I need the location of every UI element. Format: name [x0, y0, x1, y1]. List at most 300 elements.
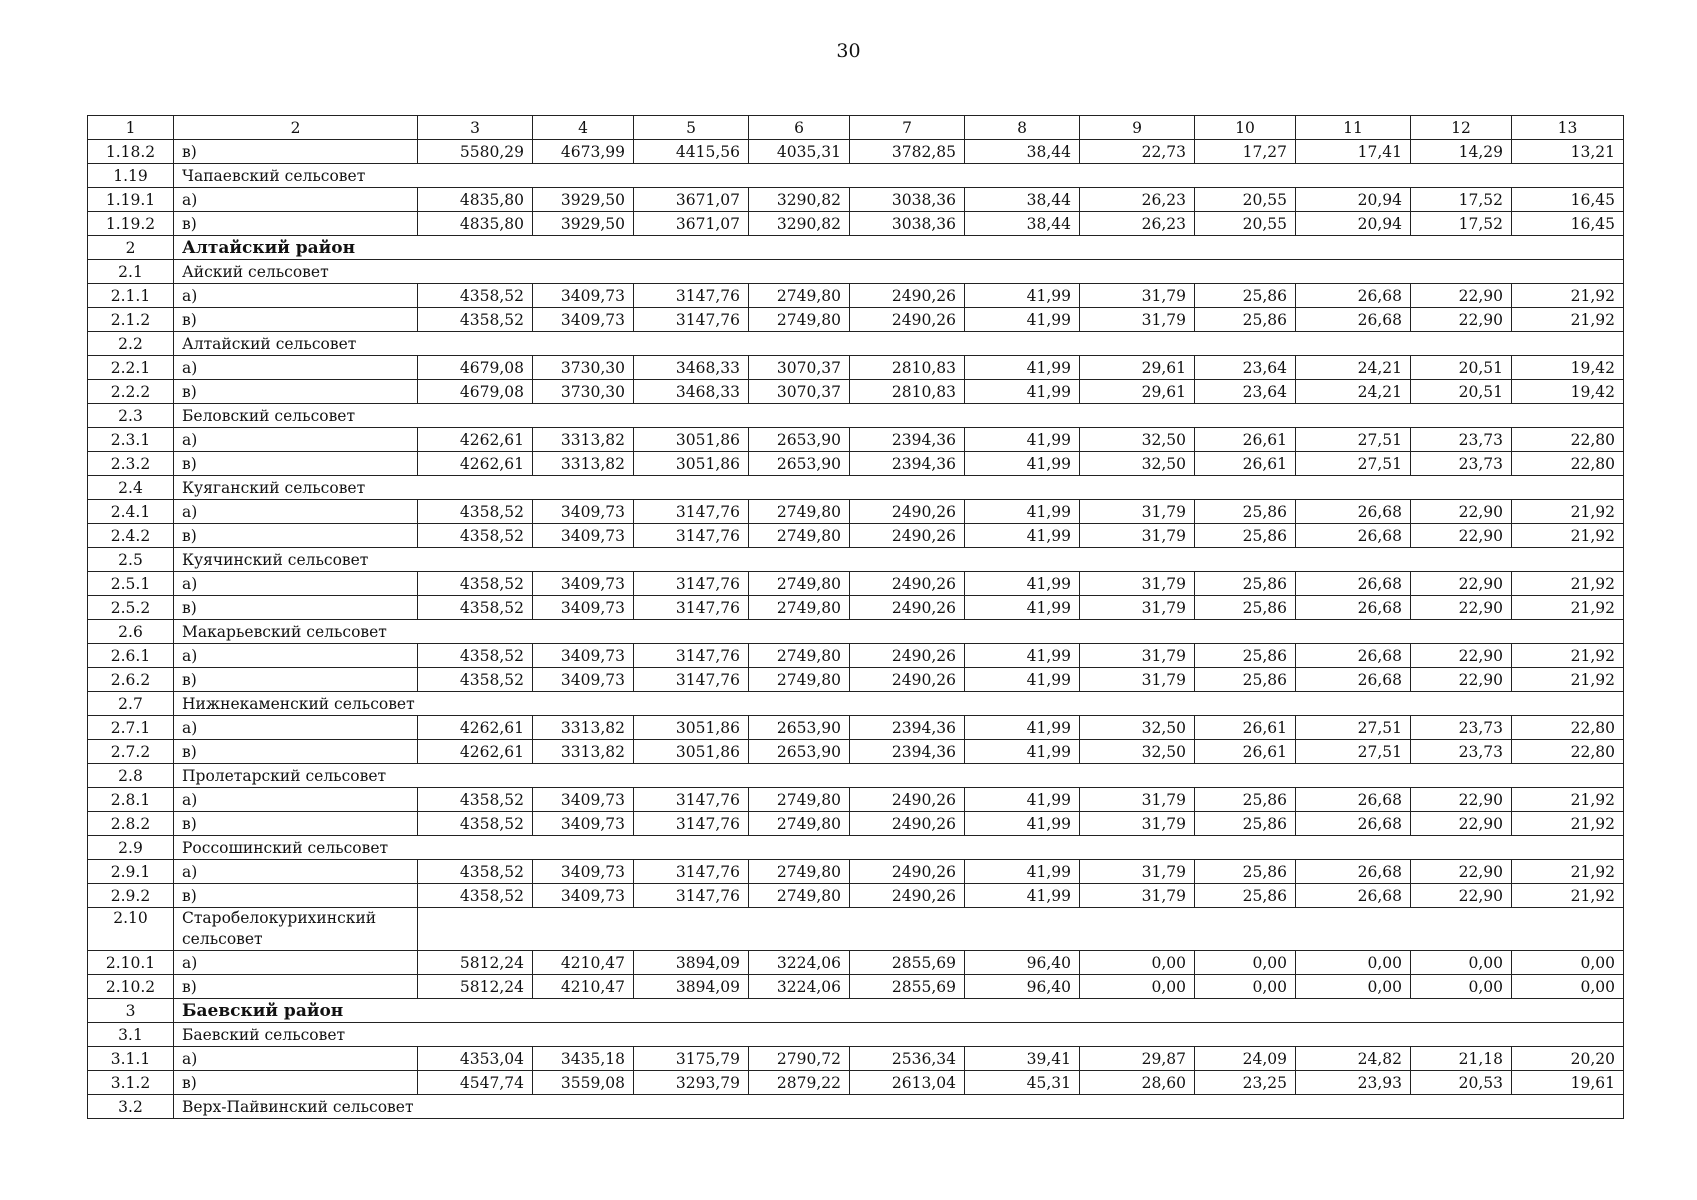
value-cell: 41,99: [965, 524, 1080, 548]
table-row: [88, 975, 1624, 999]
value-cell: 41,99: [965, 356, 1080, 380]
value-cell: 22,80: [1512, 716, 1624, 740]
row-label: а): [174, 572, 418, 596]
empty-span: [418, 692, 1624, 716]
section-title: Нижнекаменский сельсовет: [174, 692, 418, 716]
value-cell: 3147,76: [634, 668, 749, 692]
row-number: 2.10.2: [88, 975, 174, 999]
value-cell: 41,99: [965, 284, 1080, 308]
value-cell: 3293,79: [634, 1071, 749, 1095]
value-cell: 3147,76: [634, 596, 749, 620]
value-cell: 20,51: [1411, 380, 1512, 404]
row-number: 3.2: [88, 1095, 174, 1119]
value-cell: 3409,73: [533, 860, 634, 884]
value-cell: 21,92: [1512, 572, 1624, 596]
row-number: 2.6: [88, 620, 174, 644]
value-cell: 22,90: [1411, 572, 1512, 596]
column-header: 11: [1296, 116, 1411, 140]
row-label: в): [174, 812, 418, 836]
value-cell: 20,53: [1411, 1071, 1512, 1095]
section-title: Куячинский сельсовет: [174, 548, 418, 572]
value-cell: 17,52: [1411, 212, 1512, 236]
value-cell: 22,90: [1411, 524, 1512, 548]
value-cell: 2749,80: [749, 860, 850, 884]
empty-span: [418, 404, 1624, 428]
row-number: 2.9.1: [88, 860, 174, 884]
empty-span: [418, 548, 1624, 572]
value-cell: 2490,26: [850, 860, 965, 884]
value-cell: 21,92: [1512, 596, 1624, 620]
row-label: в): [174, 380, 418, 404]
value-cell: 26,68: [1296, 596, 1411, 620]
row-label: а): [174, 716, 418, 740]
value-cell: 41,99: [965, 572, 1080, 596]
table-row: [88, 596, 1624, 620]
value-cell: 2490,26: [850, 572, 965, 596]
value-cell: 3468,33: [634, 380, 749, 404]
table-row: [88, 951, 1624, 975]
value-cell: 3894,09: [634, 975, 749, 999]
row-label: в): [174, 212, 418, 236]
value-cell: 27,51: [1296, 740, 1411, 764]
empty-span: [418, 164, 1624, 188]
value-cell: 2749,80: [749, 572, 850, 596]
value-cell: 3894,09: [634, 951, 749, 975]
value-cell: 4262,61: [418, 452, 533, 476]
value-cell: 20,94: [1296, 212, 1411, 236]
district-title: Баевский район: [174, 999, 418, 1023]
empty-span: [418, 999, 1624, 1023]
section-row: [88, 476, 1624, 500]
column-header: 5: [634, 116, 749, 140]
value-cell: 2749,80: [749, 668, 850, 692]
value-cell: 0,00: [1195, 951, 1296, 975]
value-cell: 14,29: [1411, 140, 1512, 164]
value-cell: 26,68: [1296, 860, 1411, 884]
value-cell: 25,86: [1195, 644, 1296, 668]
value-cell: 31,79: [1080, 788, 1195, 812]
value-cell: 26,23: [1080, 212, 1195, 236]
row-label: а): [174, 428, 418, 452]
table-row: [88, 860, 1624, 884]
value-cell: 3051,86: [634, 716, 749, 740]
row-number: 2.6.1: [88, 644, 174, 668]
value-cell: 41,99: [965, 860, 1080, 884]
section-title: Баевский сельсовет: [174, 1023, 418, 1047]
section-title: Беловский сельсовет: [174, 404, 418, 428]
value-cell: 4358,52: [418, 572, 533, 596]
value-cell: 22,80: [1512, 428, 1624, 452]
section-row: [88, 836, 1624, 860]
value-cell: 4210,47: [533, 951, 634, 975]
district-title: Алтайский район: [174, 236, 418, 260]
value-cell: 41,99: [965, 812, 1080, 836]
row-label: в): [174, 140, 418, 164]
section-row: [88, 908, 1624, 951]
value-cell: 0,00: [1296, 951, 1411, 975]
value-cell: 3147,76: [634, 788, 749, 812]
value-cell: 3147,76: [634, 524, 749, 548]
value-cell: 45,31: [965, 1071, 1080, 1095]
value-cell: 13,21: [1512, 140, 1624, 164]
value-cell: 21,18: [1411, 1047, 1512, 1071]
row-number: 2.10: [88, 908, 174, 951]
value-cell: 20,51: [1411, 356, 1512, 380]
value-cell: 2749,80: [749, 524, 850, 548]
table-row: [88, 356, 1624, 380]
value-cell: 22,90: [1411, 308, 1512, 332]
row-label: в): [174, 452, 418, 476]
value-cell: 29,61: [1080, 356, 1195, 380]
value-cell: 17,27: [1195, 140, 1296, 164]
row-number: 2.2.2: [88, 380, 174, 404]
value-cell: 32,50: [1080, 716, 1195, 740]
column-header: 4: [533, 116, 634, 140]
value-cell: 26,68: [1296, 284, 1411, 308]
value-cell: 22,90: [1411, 788, 1512, 812]
value-cell: 25,86: [1195, 500, 1296, 524]
table-row: [88, 884, 1624, 908]
value-cell: 17,41: [1296, 140, 1411, 164]
value-cell: 22,73: [1080, 140, 1195, 164]
value-cell: 3671,07: [634, 188, 749, 212]
row-number: 2.8.2: [88, 812, 174, 836]
value-cell: 3051,86: [634, 740, 749, 764]
table-row: [88, 380, 1624, 404]
row-label: в): [174, 884, 418, 908]
value-cell: 2653,90: [749, 716, 850, 740]
value-cell: 2613,04: [850, 1071, 965, 1095]
value-cell: 0,00: [1411, 951, 1512, 975]
value-cell: 4358,52: [418, 644, 533, 668]
value-cell: 2394,36: [850, 428, 965, 452]
value-cell: 26,68: [1296, 644, 1411, 668]
row-number: 2.7: [88, 692, 174, 716]
row-number: 2.9.2: [88, 884, 174, 908]
column-header: 13: [1512, 116, 1624, 140]
value-cell: 31,79: [1080, 308, 1195, 332]
value-cell: 19,61: [1512, 1071, 1624, 1095]
empty-span: [418, 236, 1624, 260]
value-cell: 25,86: [1195, 308, 1296, 332]
value-cell: 22,90: [1411, 596, 1512, 620]
value-cell: 3782,85: [850, 140, 965, 164]
section-title: Старобелокурихинский сельсовет: [174, 908, 418, 951]
value-cell: 2749,80: [749, 812, 850, 836]
value-cell: 41,99: [965, 428, 1080, 452]
value-cell: 4358,52: [418, 308, 533, 332]
value-cell: 41,99: [965, 668, 1080, 692]
section-title: Верх-Пайвинский сельсовет: [174, 1095, 418, 1119]
value-cell: 23,73: [1411, 716, 1512, 740]
value-cell: 3147,76: [634, 884, 749, 908]
value-cell: 2749,80: [749, 308, 850, 332]
value-cell: 23,64: [1195, 380, 1296, 404]
value-cell: 4679,08: [418, 380, 533, 404]
value-cell: 32,50: [1080, 428, 1195, 452]
column-header: 8: [965, 116, 1080, 140]
row-number: 2.4: [88, 476, 174, 500]
value-cell: 3559,08: [533, 1071, 634, 1095]
value-cell: 26,68: [1296, 788, 1411, 812]
value-cell: 27,51: [1296, 452, 1411, 476]
row-number: 2.9: [88, 836, 174, 860]
value-cell: 4358,52: [418, 884, 533, 908]
value-cell: 26,23: [1080, 188, 1195, 212]
value-cell: 17,52: [1411, 188, 1512, 212]
value-cell: 24,21: [1296, 380, 1411, 404]
value-cell: 3409,73: [533, 596, 634, 620]
table-row: [88, 668, 1624, 692]
value-cell: 3038,36: [850, 188, 965, 212]
value-cell: 20,94: [1296, 188, 1411, 212]
value-cell: 31,79: [1080, 284, 1195, 308]
value-cell: 2490,26: [850, 596, 965, 620]
value-cell: 3468,33: [634, 356, 749, 380]
table-row: [88, 572, 1624, 596]
value-cell: 21,92: [1512, 284, 1624, 308]
value-cell: 27,51: [1296, 428, 1411, 452]
value-cell: 5812,24: [418, 975, 533, 999]
value-cell: 2653,90: [749, 452, 850, 476]
value-cell: 19,42: [1512, 380, 1624, 404]
table-row: [88, 284, 1624, 308]
value-cell: 26,61: [1195, 740, 1296, 764]
value-cell: 2855,69: [850, 975, 965, 999]
row-number: 1.19.2: [88, 212, 174, 236]
row-number: 2.4.1: [88, 500, 174, 524]
value-cell: 26,68: [1296, 812, 1411, 836]
row-number: 2.8: [88, 764, 174, 788]
empty-span: [418, 332, 1624, 356]
value-cell: 31,79: [1080, 500, 1195, 524]
table-row: [88, 788, 1624, 812]
row-number: 1.19: [88, 164, 174, 188]
section-row: [88, 260, 1624, 284]
value-cell: 41,99: [965, 884, 1080, 908]
value-cell: 3730,30: [533, 380, 634, 404]
value-cell: 16,45: [1512, 212, 1624, 236]
value-cell: 4358,52: [418, 524, 533, 548]
row-number: 2.10.1: [88, 951, 174, 975]
value-cell: 3929,50: [533, 212, 634, 236]
value-cell: 2749,80: [749, 884, 850, 908]
value-cell: 96,40: [965, 975, 1080, 999]
table-row: [88, 740, 1624, 764]
section-row: [88, 1023, 1624, 1047]
value-cell: 3409,73: [533, 644, 634, 668]
value-cell: 39,41: [965, 1047, 1080, 1071]
value-cell: 2653,90: [749, 740, 850, 764]
value-cell: 2490,26: [850, 500, 965, 524]
value-cell: 3147,76: [634, 860, 749, 884]
section-title: Макарьевский сельсовет: [174, 620, 418, 644]
value-cell: 3409,73: [533, 524, 634, 548]
value-cell: 2749,80: [749, 500, 850, 524]
row-number: 3.1: [88, 1023, 174, 1047]
value-cell: 20,55: [1195, 212, 1296, 236]
table-row: [88, 716, 1624, 740]
value-cell: 25,86: [1195, 860, 1296, 884]
value-cell: 21,92: [1512, 668, 1624, 692]
row-label: а): [174, 188, 418, 212]
value-cell: 3409,73: [533, 884, 634, 908]
value-cell: 4415,56: [634, 140, 749, 164]
row-number: 3.1.1: [88, 1047, 174, 1071]
value-cell: 4358,52: [418, 788, 533, 812]
row-number: 3: [88, 999, 174, 1023]
value-cell: 41,99: [965, 716, 1080, 740]
row-label: а): [174, 1047, 418, 1071]
value-cell: 96,40: [965, 951, 1080, 975]
row-label: а): [174, 356, 418, 380]
empty-span: [418, 260, 1624, 284]
row-label: а): [174, 500, 418, 524]
table-row: [88, 308, 1624, 332]
value-cell: 4358,52: [418, 596, 533, 620]
section-row: [88, 548, 1624, 572]
value-cell: 21,92: [1512, 524, 1624, 548]
value-cell: 21,92: [1512, 860, 1624, 884]
empty-span: [418, 908, 1624, 951]
section-title: Чапаевский сельсовет: [174, 164, 418, 188]
value-cell: 23,73: [1411, 740, 1512, 764]
section-row: [88, 164, 1624, 188]
row-number: 2.3.1: [88, 428, 174, 452]
empty-span: [418, 1023, 1624, 1047]
value-cell: 22,90: [1411, 812, 1512, 836]
value-cell: 4262,61: [418, 740, 533, 764]
value-cell: 3147,76: [634, 308, 749, 332]
value-cell: 16,45: [1512, 188, 1624, 212]
value-cell: 2749,80: [749, 284, 850, 308]
column-header: 6: [749, 116, 850, 140]
value-cell: 26,68: [1296, 500, 1411, 524]
value-cell: 0,00: [1080, 951, 1195, 975]
section-row: [88, 764, 1624, 788]
value-cell: 25,86: [1195, 596, 1296, 620]
row-label: в): [174, 740, 418, 764]
value-cell: 24,09: [1195, 1047, 1296, 1071]
value-cell: 3051,86: [634, 428, 749, 452]
row-number: 2.7.2: [88, 740, 174, 764]
value-cell: 25,86: [1195, 572, 1296, 596]
value-cell: 2879,22: [749, 1071, 850, 1095]
value-cell: 22,90: [1411, 668, 1512, 692]
value-cell: 25,86: [1195, 812, 1296, 836]
section-row: [88, 620, 1624, 644]
row-label: в): [174, 975, 418, 999]
column-header: 7: [850, 116, 965, 140]
value-cell: 4262,61: [418, 428, 533, 452]
value-cell: 2490,26: [850, 884, 965, 908]
value-cell: 3313,82: [533, 428, 634, 452]
value-cell: 22,90: [1411, 500, 1512, 524]
empty-span: [418, 1095, 1624, 1119]
value-cell: 3409,73: [533, 308, 634, 332]
value-cell: 4835,80: [418, 212, 533, 236]
value-cell: 38,44: [965, 188, 1080, 212]
value-cell: 3313,82: [533, 740, 634, 764]
value-cell: 3409,73: [533, 788, 634, 812]
section-row: [88, 692, 1624, 716]
value-cell: 31,79: [1080, 884, 1195, 908]
empty-span: [418, 764, 1624, 788]
value-cell: 23,64: [1195, 356, 1296, 380]
value-cell: 28,60: [1080, 1071, 1195, 1095]
row-number: 2.5.1: [88, 572, 174, 596]
value-cell: 3435,18: [533, 1047, 634, 1071]
value-cell: 2536,34: [850, 1047, 965, 1071]
row-label: а): [174, 860, 418, 884]
table-row: [88, 1071, 1624, 1095]
table-row: [88, 500, 1624, 524]
row-number: 1.19.1: [88, 188, 174, 212]
row-label: в): [174, 668, 418, 692]
value-cell: 26,61: [1195, 452, 1296, 476]
value-cell: 4358,52: [418, 860, 533, 884]
value-cell: 41,99: [965, 452, 1080, 476]
value-cell: 23,25: [1195, 1071, 1296, 1095]
value-cell: 3147,76: [634, 812, 749, 836]
value-cell: 41,99: [965, 308, 1080, 332]
value-cell: 4835,80: [418, 188, 533, 212]
value-cell: 25,86: [1195, 668, 1296, 692]
value-cell: 26,68: [1296, 308, 1411, 332]
row-label: а): [174, 951, 418, 975]
district-row: [88, 999, 1624, 1023]
value-cell: 0,00: [1512, 975, 1624, 999]
value-cell: 26,68: [1296, 668, 1411, 692]
column-header: 9: [1080, 116, 1195, 140]
row-number: 2.5: [88, 548, 174, 572]
value-cell: 25,86: [1195, 788, 1296, 812]
empty-span: [418, 620, 1624, 644]
row-label: в): [174, 524, 418, 548]
value-cell: 23,73: [1411, 428, 1512, 452]
value-cell: 2490,26: [850, 668, 965, 692]
table-row: [88, 140, 1624, 164]
value-cell: 3175,79: [634, 1047, 749, 1071]
table-row: [88, 212, 1624, 236]
value-cell: 3409,73: [533, 572, 634, 596]
value-cell: 2653,90: [749, 428, 850, 452]
value-cell: 27,51: [1296, 716, 1411, 740]
value-cell: 4358,52: [418, 284, 533, 308]
empty-span: [418, 836, 1624, 860]
value-cell: 31,79: [1080, 668, 1195, 692]
row-number: 2.1: [88, 260, 174, 284]
value-cell: 26,61: [1195, 716, 1296, 740]
value-cell: 3409,73: [533, 812, 634, 836]
value-cell: 2749,80: [749, 644, 850, 668]
value-cell: 21,92: [1512, 812, 1624, 836]
section-row: [88, 1095, 1624, 1119]
value-cell: 0,00: [1080, 975, 1195, 999]
value-cell: 3409,73: [533, 500, 634, 524]
value-cell: 2394,36: [850, 452, 965, 476]
value-cell: 2490,26: [850, 524, 965, 548]
value-cell: 19,42: [1512, 356, 1624, 380]
value-cell: 21,92: [1512, 500, 1624, 524]
value-cell: 32,50: [1080, 740, 1195, 764]
value-cell: 20,20: [1512, 1047, 1624, 1071]
value-cell: 21,92: [1512, 644, 1624, 668]
value-cell: 22,90: [1411, 860, 1512, 884]
value-cell: 2855,69: [850, 951, 965, 975]
column-header: 10: [1195, 116, 1296, 140]
value-cell: 3147,76: [634, 284, 749, 308]
